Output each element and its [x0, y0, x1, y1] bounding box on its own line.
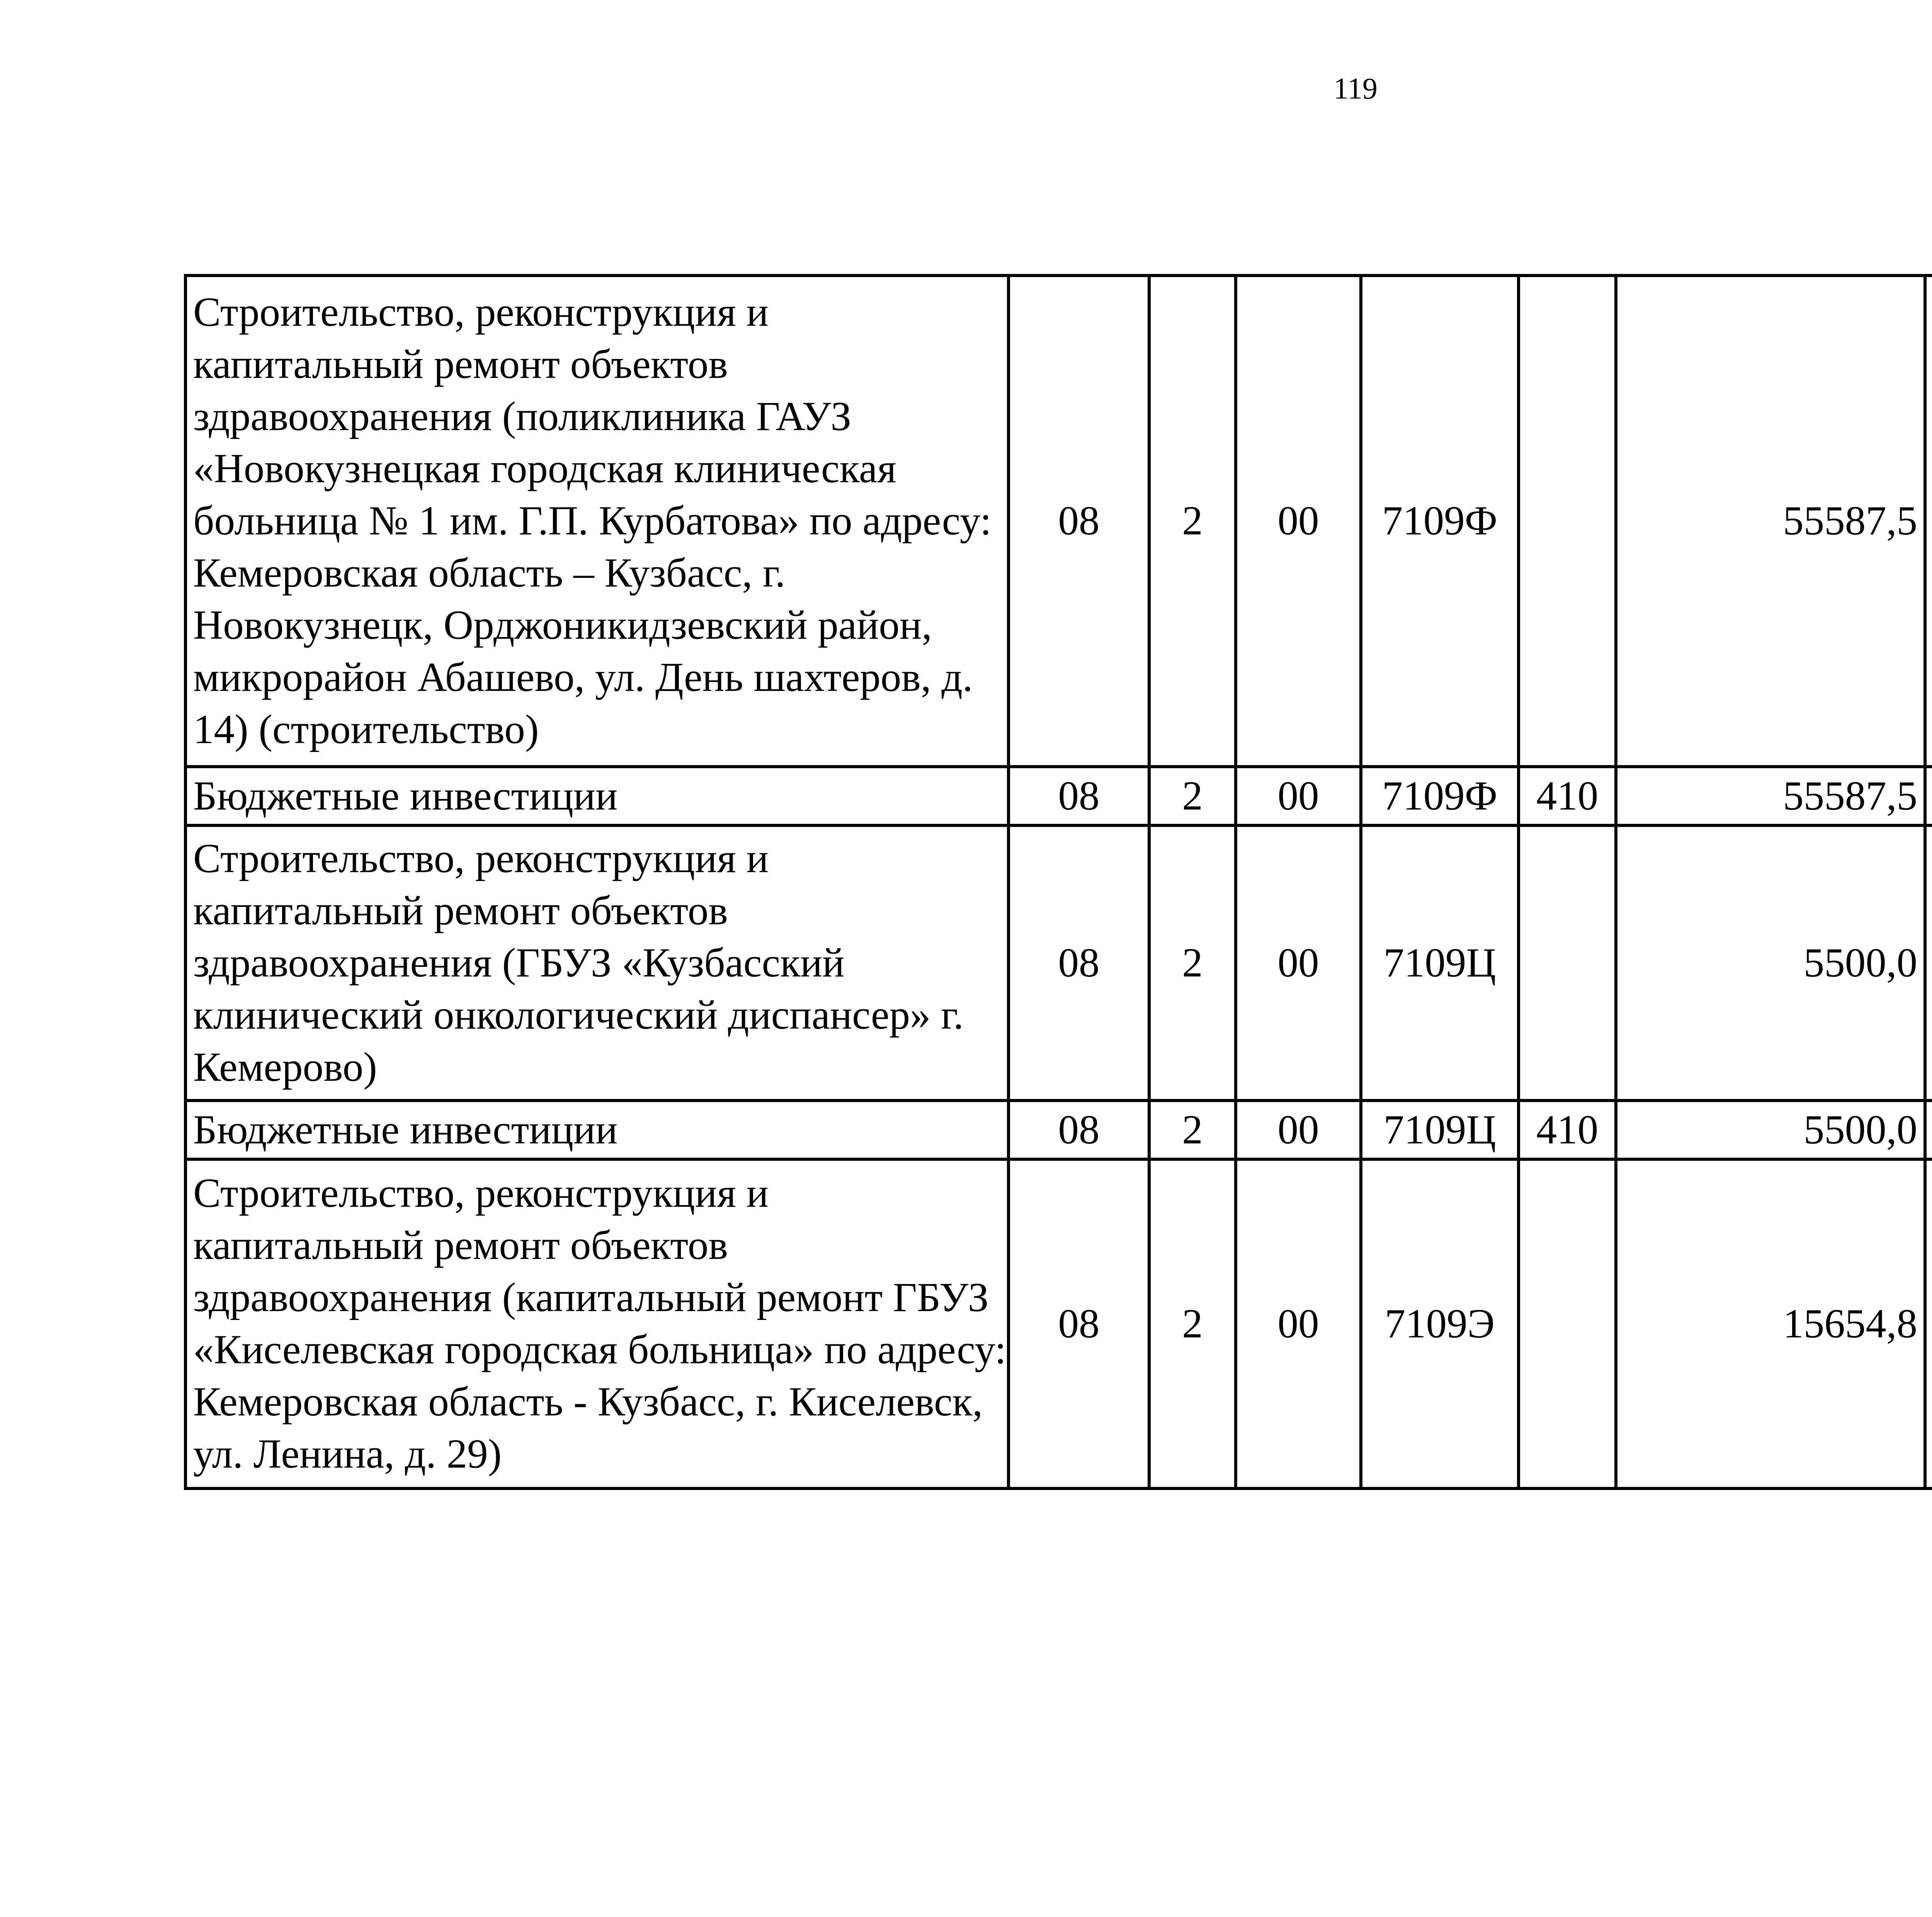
amount-1-cell: 15654,8	[1616, 1159, 1925, 1488]
item-code-cell: 7109Ц	[1361, 1101, 1519, 1159]
section-cell: 08	[1009, 1101, 1149, 1159]
subsection-cell: 2	[1149, 767, 1236, 825]
amount-2-cell	[1925, 1159, 1932, 1488]
program-cell: 00	[1236, 825, 1361, 1101]
item-code-cell: 7109Э	[1361, 1159, 1519, 1488]
program-cell: 00	[1236, 276, 1361, 767]
table-row	[185, 1101, 1932, 1159]
expense-type-cell	[1519, 825, 1616, 1101]
amount-1-cell: 55587,5	[1616, 276, 1925, 767]
subsection-cell: 2	[1149, 1159, 1236, 1488]
row-name: Строительство, реконструкция и капитальный ремонт объектов здравоохранения (поликлиника ГАУЗ «Новокузнецкая городская клиническая больница № 1 им. Г.П. Курбатова» по адресу: Кемеровская область – Кузбасс, г. Новокузнецк, Орджоникидзевский район, микрорайон Абашево, ул. День шахтеров, д. 14) (строительство)	[185, 276, 1009, 767]
subsection-cell: 2	[1149, 1101, 1236, 1159]
section-cell: 08	[1009, 276, 1149, 767]
amount-1-cell: 5500,0	[1616, 1101, 1925, 1159]
row-name: Бюджетные инвестиции	[185, 767, 1009, 825]
table-row	[185, 1159, 1932, 1488]
program-cell: 00	[1236, 1159, 1361, 1488]
amount-2-cell	[1925, 1101, 1932, 1159]
table-row	[185, 767, 1932, 825]
expense-type-cell: 410	[1519, 767, 1616, 825]
expense-type-cell: 410	[1519, 1101, 1616, 1159]
budget-table	[184, 274, 1932, 1490]
expense-type-cell	[1519, 276, 1616, 767]
row-name: Строительство, реконструкция и капитальный ремонт объектов здравоохранения (капитальный ремонт ГБУЗ «Киселевская городская больница» по адресу: Кемеровская область - Кузбасс, г. Киселевск, ул. Ленина, д. 29)	[185, 1159, 1009, 1488]
section-cell: 08	[1009, 1159, 1149, 1488]
item-code-cell: 7109Ц	[1361, 825, 1519, 1101]
section-cell: 08	[1009, 825, 1149, 1101]
amount-2-cell	[1925, 767, 1932, 825]
expense-type-cell	[1519, 1159, 1616, 1488]
subsection-cell: 2	[1149, 276, 1236, 767]
item-code-cell: 7109Ф	[1361, 767, 1519, 825]
row-name: Бюджетные инвестиции	[185, 1101, 1009, 1159]
amount-2-cell	[1925, 825, 1932, 1101]
page-number: 119	[1333, 71, 1378, 105]
table-row	[185, 825, 1932, 1101]
section-cell: 08	[1009, 767, 1149, 825]
program-cell: 00	[1236, 1101, 1361, 1159]
item-code-cell: 7109Ф	[1361, 276, 1519, 767]
row-name: Строительство, реконструкция и капитальный ремонт объектов здравоохранения (ГБУЗ «Кузбасский клинический онкологический диспансер» г. Кемерово)	[185, 825, 1009, 1101]
subsection-cell: 2	[1149, 825, 1236, 1101]
program-cell: 00	[1236, 767, 1361, 825]
amount-2-cell	[1925, 276, 1932, 767]
table-row	[185, 276, 1932, 767]
amount-1-cell: 5500,0	[1616, 825, 1925, 1101]
amount-1-cell: 55587,5	[1616, 767, 1925, 825]
